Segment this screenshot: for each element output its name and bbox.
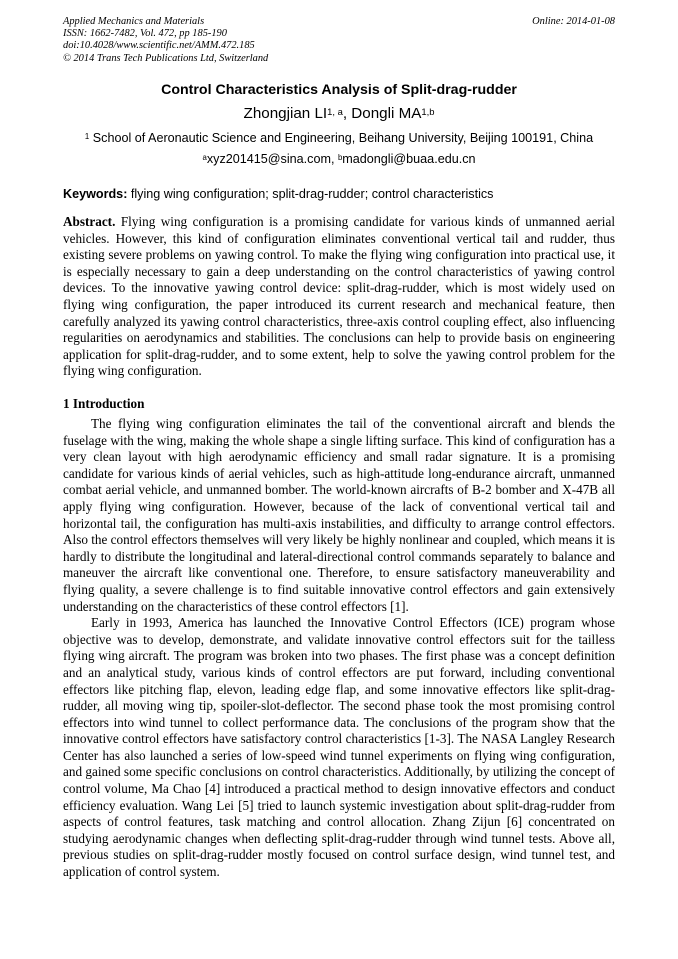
- journal-header: [63, 16, 615, 65]
- author-affiliation-mark: 1,b: [421, 105, 435, 117]
- abstract: [63, 214, 615, 380]
- doi-line: doi:10.4028/www.scientific.net/AMM.472.185: [63, 40, 255, 52]
- author-name: Dongli MA: [351, 105, 422, 122]
- paragraph: Early in 1993, America has launched the Innovative Control Effectors (ICE) program whose objective was to develop, demonstrate, and validate innovative control effectors suit for the tailless flying wing aircraft. The program was broken into two phases. The first phase was a concept definition and an analytical study, various kinds of control effectors are put forward, including conventional effectors like pitching flap, elevon, leading edge flap, and some innovative effectors like split-drag-rudder, all moving wing tip, spoiler-slot-deflector. The second phase took the most promising control effectors into wind tunnel to collect performance data. The conclusions of the program show that the innovative control effectors have satisfactory control characteristics [1-3]. The NASA Langley Research Center has also launched a series of low-speed wind tunnel experiments on flying wing configuration, and gained some specific conclusions on control characteristics. Additionally, by utilizing the concept of control volume, Ma Chao [4] introduced a practical method to design innovative effectors and conduct efficiency evaluation. Wang Lei [5] tried to launch systemic investigation about split-drag-rudder from aspects of control features, task matching and control allocation. Zhang Zijun [6] concentrated on studying aerodynamic changes when deflecting split-drag-rudder through wind tunnel tests. Above all, previous studies on split-drag-rudder mostly focused on control surface design, wind tunnel test, and application of control system.: [63, 615, 615, 880]
- introduction-body: [63, 416, 615, 881]
- keywords-label: Keywords:: [63, 187, 128, 201]
- paper-title: Control Characteristics Analysis of Split-drag-rudder: [161, 82, 517, 98]
- email-mark: a: [202, 153, 207, 163]
- abstract-text: Flying wing configuration is a promising candidate for various kinds of unmanned aerial vehicles. However, this kind of configuration eliminates conventional vertical tail and rudder, thus existing severe problems on yawing control. To make the flying wing configuration into practical use, it is especially necessary to gain a deep understanding on the control characteristics of yawing control devices. To the innovative yawing control device: split-drag-rudder, which is most widely used on flying wing configuration, the paper introduced its current research and mechanical feature, then carefully analyzed its yawing control characteristics, three-axis control coupling effect, also influencing regularities on aerodynamics and stabilities. The conclusions can help to provide basis on engineering application for split-drag-rudder, and to some extent, help to solve the yawing control problem for the flying wing configuration.: [63, 214, 615, 379]
- author-separator: ,: [342, 105, 352, 122]
- keywords: [63, 186, 615, 202]
- email-link[interactable]: xyz201415@sina.com: [206, 152, 331, 166]
- issn-line: ISSN: 1662-7482, Vol. 472, pp 185-190: [63, 28, 227, 40]
- paragraph: The flying wing configuration eliminates the tail of the conventional aircraft and blends the fuselage with the wing, making the whole shape a single lifting surface. This kind of configuration has a very clean layout with high aerodynamic efficiency and small radar signature. It is a promising candidate for various kinds of aerial vehicles, such as high-attitude long-endurance aircraft, unmanned combat aerial vehicle, and unmanned bomber. The world-known aircrafts of B-2 bomber and X-47B all apply flying wing configuration. However, because of the lack of conventional vertical tail and horizontal tail, the configuration has multi-axis instabilities, and difficulty to arrange control effectors. Also the control effectors themselves will very likely be highly nonlinear and coupled, which means it is hardly to distribute the longitudinal and lateral-directional control commands separately to balance and maneuver the aircraft like conventional one. Therefore, to ensure satisfactory maneuverability and flying quality, a severe challenge is to find suitable innovative control effectors and gain extensively understanding on the characteristics of these control effectors [1].: [63, 416, 615, 614]
- author-list: [63, 104, 615, 124]
- section-heading: 1 Introduction: [63, 396, 145, 411]
- affiliation-mark: 1: [84, 132, 90, 142]
- copyright-line: © 2014 Trans Tech Publications Ltd, Switzerland: [63, 52, 269, 64]
- email-mark: b: [337, 153, 343, 163]
- abstract-label: Abstract.: [63, 214, 116, 229]
- journal-name: Applied Mechanics and Materials: [63, 16, 205, 27]
- keywords-text: flying wing configuration; split-drag-rudder; control characteristics: [127, 187, 494, 201]
- online-date: Online: 2014-01-08: [532, 16, 615, 27]
- author-affiliation-mark: 1, a: [327, 105, 343, 117]
- email-separator: ,: [330, 152, 338, 166]
- author-emails: [63, 151, 615, 167]
- email-link[interactable]: madongli@buaa.edu.cn: [342, 152, 476, 166]
- affiliation: [63, 130, 615, 146]
- author-name: Zhongjian LI: [243, 105, 328, 122]
- affiliation-text: School of Aeronautic Science and Engineering, Beihang University, Beijing 100191, China: [89, 131, 594, 145]
